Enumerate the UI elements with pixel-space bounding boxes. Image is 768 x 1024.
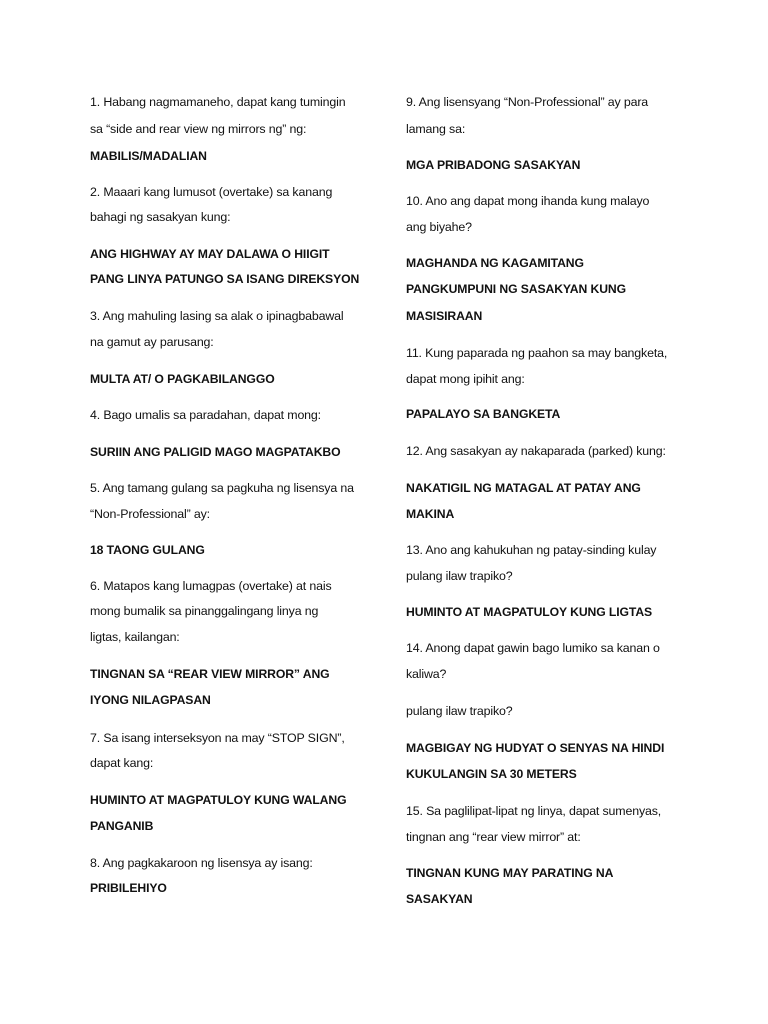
question-line: dapat kang:: [90, 756, 154, 770]
question-line: 14. Anong dapat gawin bago lumiko sa kanan o: [406, 641, 660, 655]
question-line: tingnan ang “rear view mirror” at:: [406, 830, 581, 844]
question-line: 2. Maaari kang lumusot (overtake) sa kanang: [90, 185, 333, 199]
question-line: “Non-Professional” ay:: [90, 507, 210, 521]
question-line: 5. Ang tamang gulang sa pagkuha ng lisensya na: [90, 481, 354, 495]
question-line: bahagi ng sasakyan kung:: [90, 210, 231, 224]
left-column: [90, 0, 380, 1024]
question-line: 8. Ang pagkakaroon ng lisensya ay isang:: [90, 856, 313, 870]
question-line: kaliwa?: [406, 667, 447, 681]
answer-line: SURIIN ANG PALIGID MAGO MAGPATAKBO: [90, 445, 341, 459]
question-line: 11. Kung paparada ng paahon sa may bangketa,: [406, 346, 668, 360]
question-line: 7. Sa isang interseksyon na may “STOP SIGN”,: [90, 731, 345, 745]
answer-line: PANGANIB: [90, 819, 154, 833]
question-line: sa “side and rear view ng mirrors ng” ng:: [90, 122, 307, 136]
question-line: 10. Ano ang dapat mong ihanda kung malayo: [406, 194, 650, 208]
answer-line: MAKINA: [406, 507, 455, 521]
question-line: 1. Habang nagmamaneho, dapat kang tumingin: [90, 95, 346, 109]
answer-line: NAKATIGIL NG MATAGAL AT PATAY ANG: [406, 481, 641, 495]
answer-line: PANGKUMPUNI NG SASAKYAN KUNG: [406, 282, 626, 296]
answer-line: MGA PRIBADONG SASAKYAN: [406, 158, 581, 172]
question-line: 13. Ano ang kahukuhan ng patay-sinding kulay: [406, 543, 657, 557]
question-line: 6. Matapos kang lumagpas (overtake) at nais: [90, 579, 332, 593]
question-line: 15. Sa paglilipat-lipat ng linya, dapat sumenyas,: [406, 804, 662, 818]
answer-line: PANG LINYA PATUNGO SA ISANG DIREKSYON: [90, 272, 360, 286]
answer-line: HUMINTO AT MAGPATULOY KUNG WALANG: [90, 793, 347, 807]
answer-line: MAGBIGAY NG HUDYAT O SENYAS NA HINDI: [406, 741, 665, 755]
question-line: dapat mong ipihit ang:: [406, 372, 525, 386]
question-line: 12. Ang sasakyan ay nakaparada (parked) kung:: [406, 444, 666, 458]
answer-line: 18 TAONG GULANG: [90, 543, 205, 557]
question-line: 4. Bago umalis sa paradahan, dapat mong:: [90, 408, 321, 422]
question-line: 9. Ang lisensyang “Non-Professional” ay para: [406, 95, 649, 109]
answer-line: TINGNAN KUNG MAY PARATING NA: [406, 866, 614, 880]
question-line: ang biyahe?: [406, 220, 472, 234]
answer-line: MAGHANDA NG KAGAMITANG: [406, 256, 584, 270]
answer-line: MABILIS/MADALIAN: [90, 149, 207, 163]
question-line: ligtas, kailangan:: [90, 630, 180, 644]
answer-line: KUKULANGIN SA 30 METERS: [406, 767, 577, 781]
question-line: na gamut ay parusang:: [90, 335, 214, 349]
answer-line: PAPALAYO SA BANGKETA: [406, 407, 561, 421]
question-line: 3. Ang mahuling lasing sa alak o ipinagbabawal: [90, 309, 344, 323]
answer-line: MULTA AT/ O PAGKABILANGGO: [90, 372, 275, 386]
answer-line: SASAKYAN: [406, 892, 473, 906]
answer-line: MASISIRAAN: [406, 309, 483, 323]
question-line: lamang sa:: [406, 122, 466, 136]
answer-line: TINGNAN SA “REAR VIEW MIRROR” ANG: [90, 667, 330, 681]
question-line: pulang ilaw trapiko?: [406, 704, 513, 718]
question-line: pulang ilaw trapiko?: [406, 569, 513, 583]
question-line: mong bumalik sa pinanggalingang linya ng: [90, 604, 319, 618]
answer-line: ANG HIGHWAY AY MAY DALAWA O HIIGIT: [90, 247, 330, 261]
answer-line: PRIBILEHIYO: [90, 881, 167, 895]
answer-line: IYONG NILAGPASAN: [90, 693, 211, 707]
answer-line: HUMINTO AT MAGPATULOY KUNG LIGTAS: [406, 605, 653, 619]
right-column: [406, 0, 706, 1024]
